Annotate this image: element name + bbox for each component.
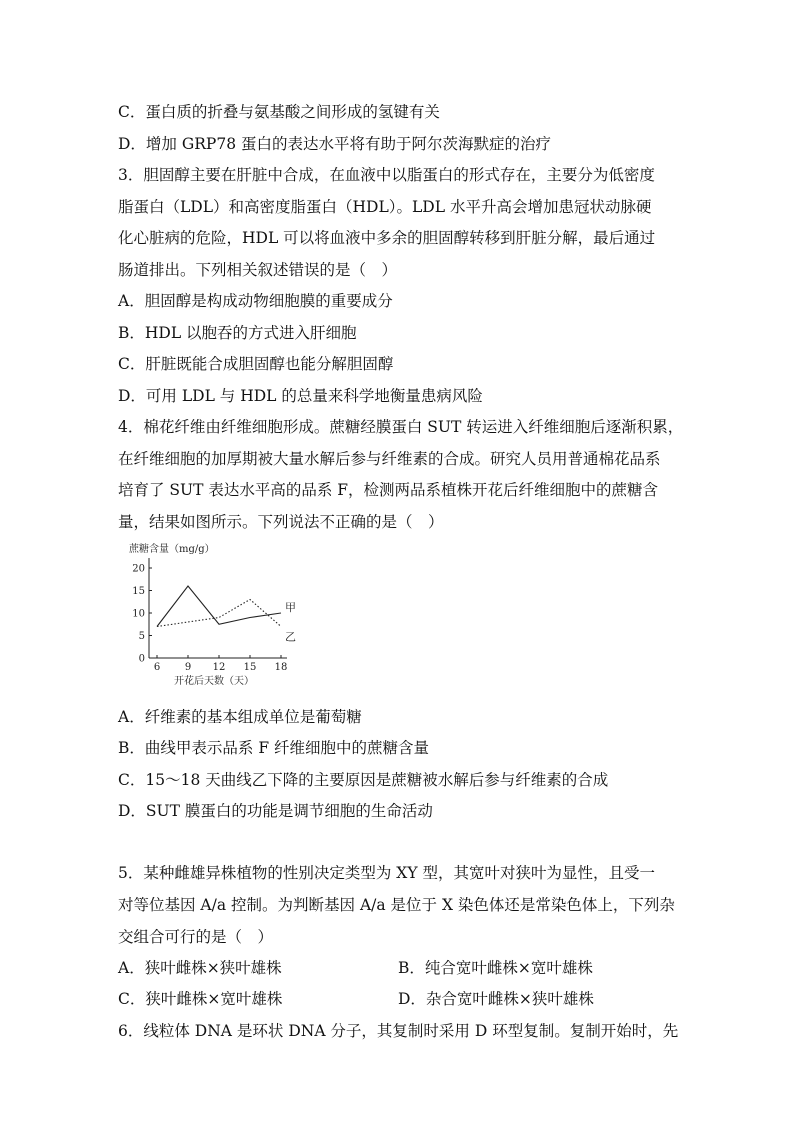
question-4-stem-cont-2: 培育了 SUT 表达水平高的品系 F，检测两品系植株开花后纤维细胞中的蔗糖含 (118, 481, 659, 499)
series-label-1: 甲 (285, 601, 296, 614)
question-3-option-c: C．肝脏既能合成胆固醇也能分解胆固醇 (118, 355, 394, 373)
question-5-stem-cont-1: 对等位基因 A/a 控制。为判断基因 A/a 是位于 X 染色体还是常染色体上，下列杂 (118, 896, 675, 914)
y-axis-label: 蔗糖含量（mg/g） (129, 544, 215, 555)
series-label-2: 乙 (285, 630, 296, 644)
question-3-stem-cont-2: 化心脏病的危险，HDL 可以将血液中多余的胆固醇转移到肝脏分解，最后通过 (118, 229, 656, 247)
question-4-option-c: C．15～18 天曲线乙下降的主要原因是蔗糖被水解后参与纤维素的合成 (118, 771, 609, 789)
series-line-2 (157, 600, 281, 627)
question-3-option-a: A．胆固醇是构成动物细胞膜的重要成分 (118, 292, 393, 310)
question-5-option-b: B．纯合宽叶雌株×宽叶雄株 (398, 959, 593, 977)
y-tick-label: 15 (132, 586, 145, 597)
text-line-2: D．增加 GRP78 蛋白的表达水平将有助于阿尔茨海默症的治疗 (118, 135, 551, 153)
x-axis-label: 开花后天数（天） (174, 676, 254, 687)
x-tick-label: 12 (212, 662, 226, 673)
x-tick-label: 9 (184, 662, 192, 673)
series-line-1 (157, 586, 281, 627)
question-4-stem-cont-1: 在纤维细胞的加厚期被大量水解后参与纤维素的合成。研究人员用普通棉花品系 (118, 450, 661, 468)
text-line-1: C．蛋白质的折叠与氨基酸之间形成的氢键有关 (118, 103, 440, 121)
sucrose-content-chart (120, 540, 320, 690)
question-5-stem: 5．某种雌雄异株植物的性别决定类型为 XY 型，其宽叶对狭叶为显性，且受一 (118, 864, 655, 882)
question-3-stem-cont-3: 肠道排出。下列相关叙述错误的是（ ） (118, 261, 398, 279)
x-tick-label: 6 (153, 662, 161, 673)
question-3-stem: 3．胆固醇主要在肝脏中合成，在血液中以脂蛋白的形式存在，主要分为低密度 (118, 166, 655, 184)
y-tick-label: 5 (138, 631, 145, 642)
y-tick-label: 0 (138, 653, 145, 665)
question-3-option-b: B．HDL 以胞吞的方式进入肝细胞 (118, 324, 357, 342)
question-4-option-a: A．纤维素的基本组成单位是葡萄糖 (118, 708, 362, 726)
x-tick-label: 15 (243, 662, 257, 673)
question-3-stem-cont-1: 脂蛋白（LDL）和高密度脂蛋白（HDL）。LDL 水平升高会增加患冠状动脉硬 (118, 198, 652, 216)
question-4-option-b: B．曲线甲表示品系 F 纤维细胞中的蔗糖含量 (118, 739, 430, 757)
question-4-option-d: D．SUT 膜蛋白的功能是调节细胞的生命活动 (118, 802, 433, 820)
question-4-stem: 4．棉花纤维由纤维细胞形成。蔗糖经膜蛋白 SUT 转运进入纤维细胞后逐渐积累， (118, 418, 684, 436)
question-5-option-d: D．杂合宽叶雌株×狭叶雄株 (398, 990, 594, 1008)
x-tick-label: 18 (274, 662, 288, 673)
y-tick-label: 20 (132, 563, 145, 575)
question-5-option-c: C．狭叶雌株×宽叶雄株 (118, 990, 283, 1008)
question-5-stem-cont-2: 交组合可行的是（ ） (118, 928, 274, 946)
question-5-option-a: A．狭叶雌株×狭叶雄株 (118, 959, 282, 977)
y-tick-label: 10 (132, 608, 145, 620)
question-6-stem: 6．线粒体 DNA 是环状 DNA 分子，其复制时采用 D 环型复制。复制开始时，先 (118, 1022, 679, 1040)
question-3-option-d: D．可用 LDL 与 HDL 的总量来科学地衡量患病风险 (118, 387, 483, 405)
question-4-stem-cont-3: 量，结果如图所示。下列说法不正确的是（ ） (118, 513, 444, 531)
